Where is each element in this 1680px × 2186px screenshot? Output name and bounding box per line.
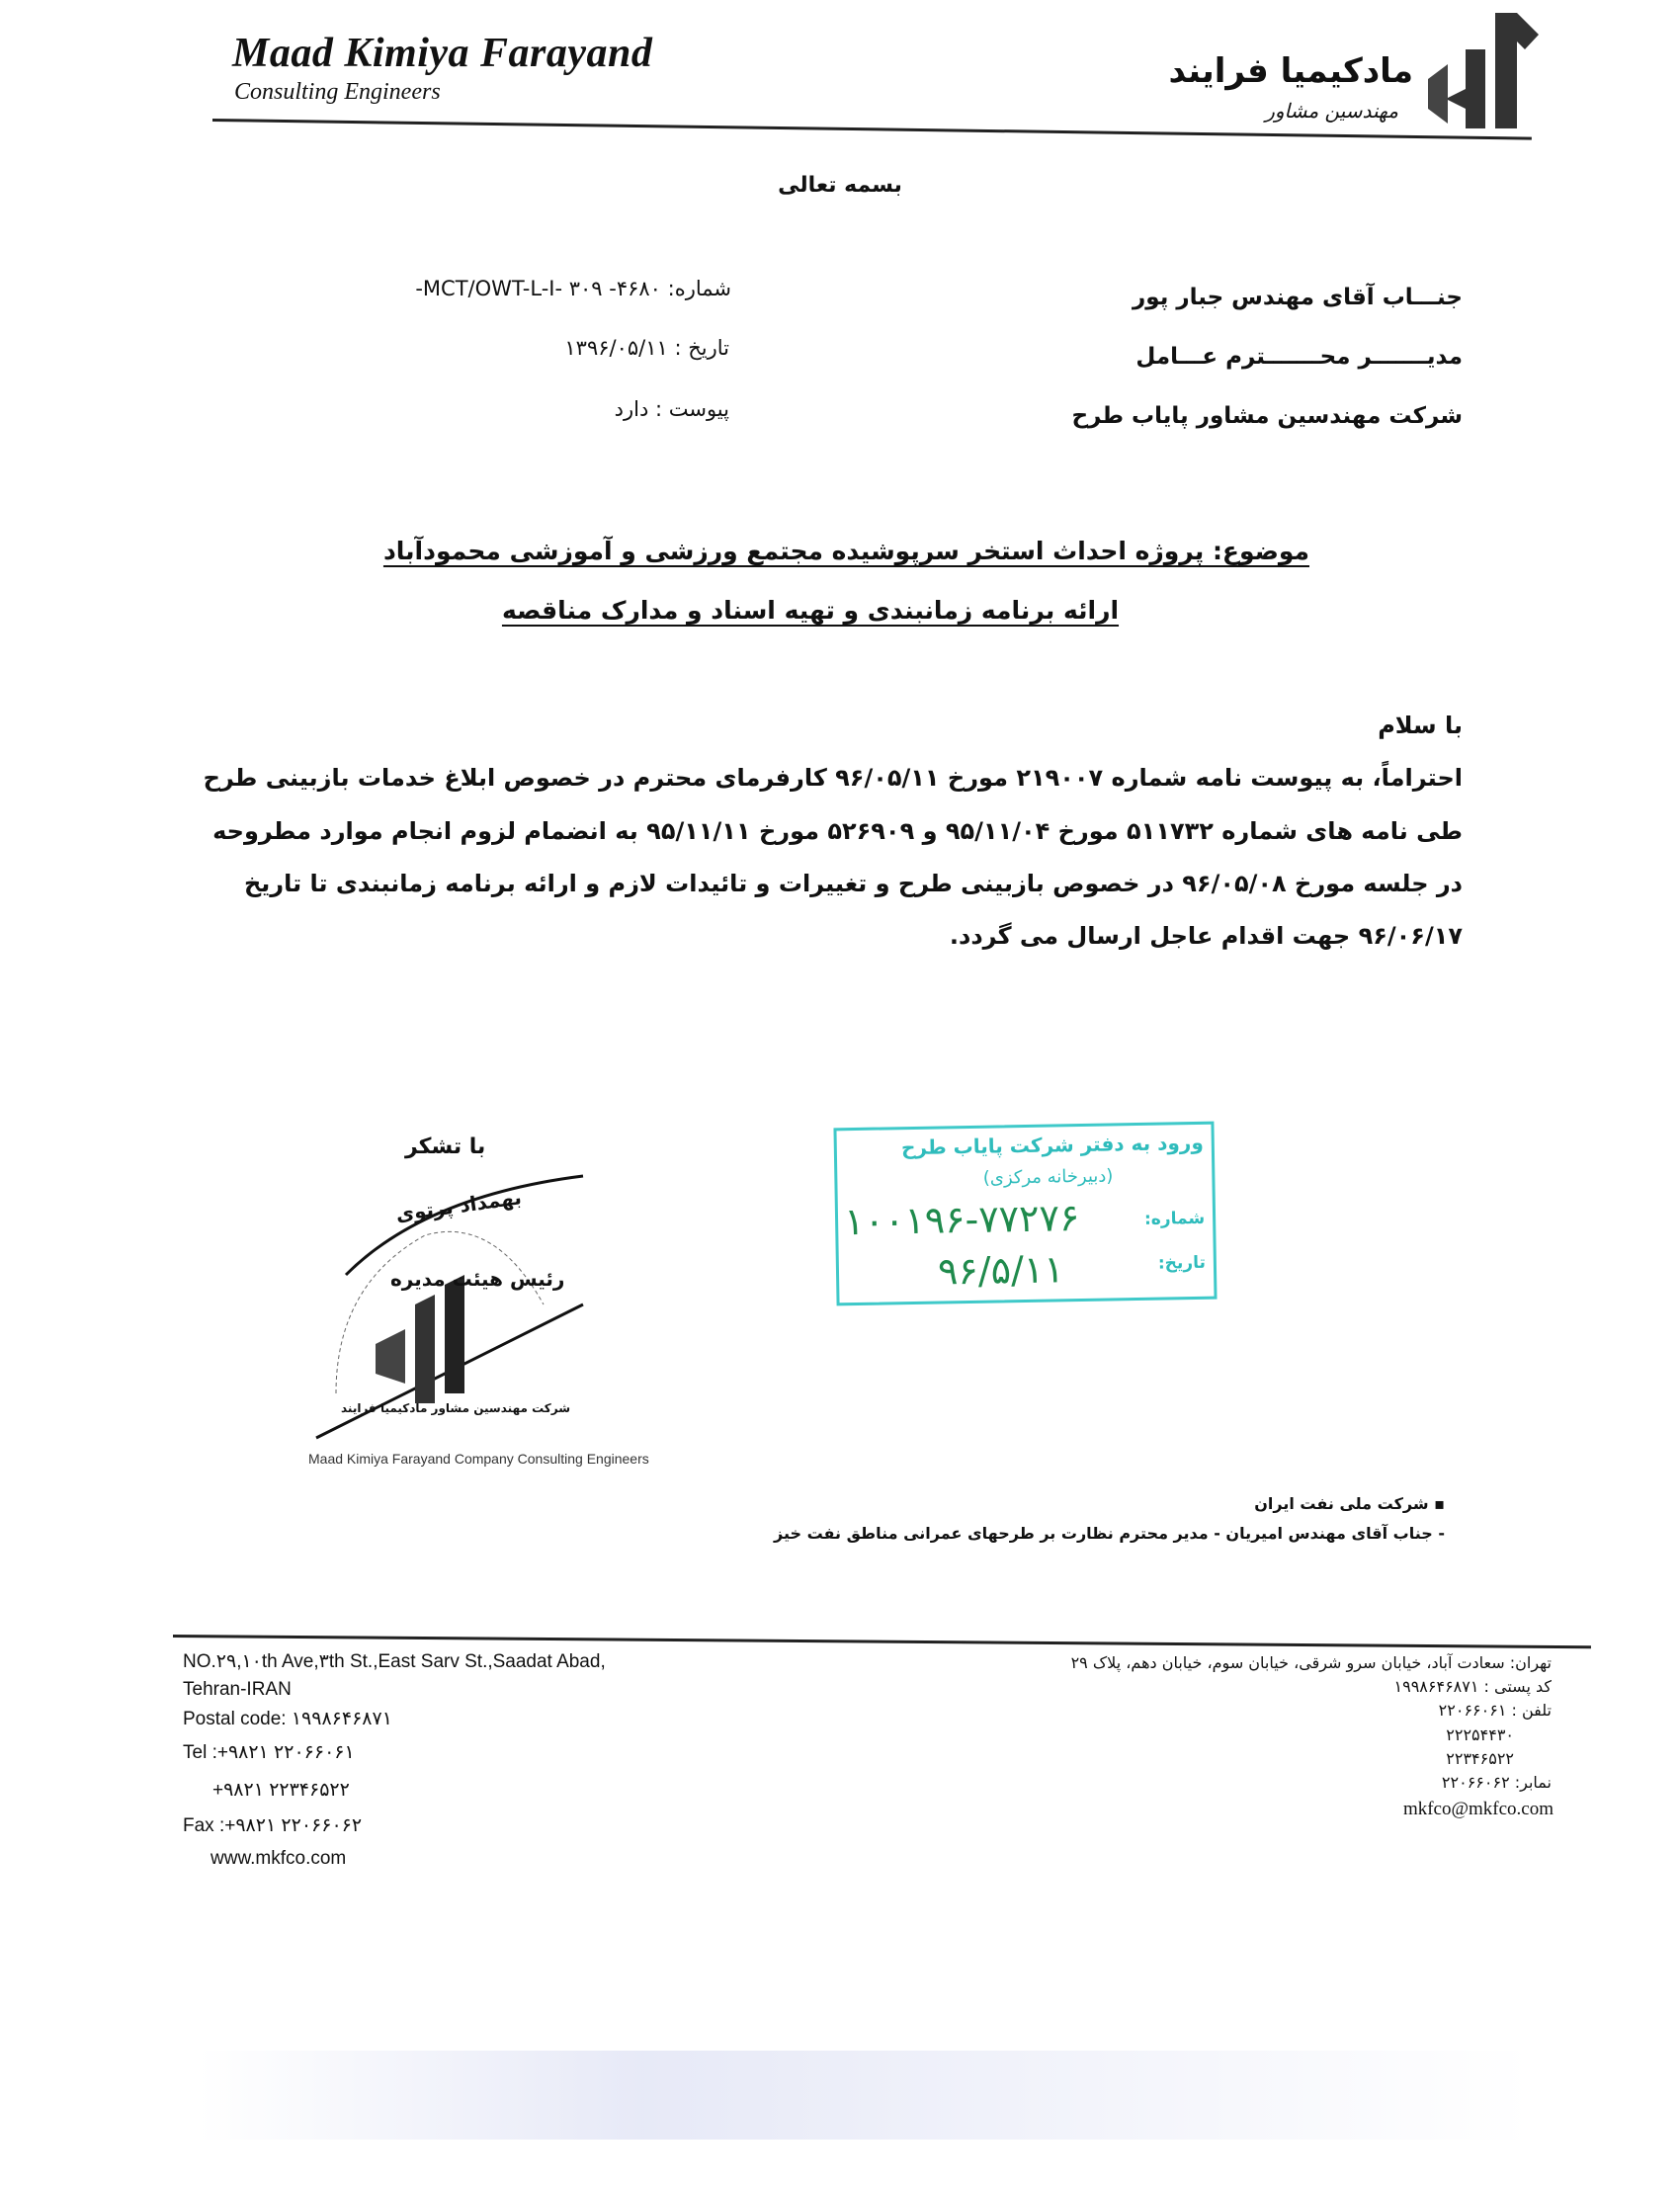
- footer-city-en: Tehran-IRAN: [183, 1679, 292, 1700]
- footer-tel2-en: +۹۸۲۱ ۲۲۳۴۶۵۲۲: [212, 1780, 350, 1801]
- footer-tel3-fa: ۲۲۳۴۶۵۲۲: [1446, 1749, 1514, 1768]
- closing: با تشکر: [405, 1135, 486, 1159]
- cc-item: - جناب آقای مهندس امیریان - مدیر محترم نظارت بر طرحهای عمرانی مناطق نفت خیز: [773, 1524, 1445, 1543]
- receipt-stamp: [833, 1122, 1217, 1306]
- stamp-date-value: ۹۶/۵/۱۱: [937, 1247, 1065, 1294]
- stamp-number-label: شماره:: [1143, 1208, 1206, 1229]
- greeting: با سلام: [1378, 712, 1463, 739]
- letter-attachment: پیوست : دارد: [614, 397, 729, 421]
- letter-number: شماره: ۴۶۸۰- MCT/OWT-L-I- ۳۰۹-: [415, 277, 731, 300]
- stamp-number-value: ۱۰۰۱۹۶-۷۷۲۷۶: [843, 1196, 1080, 1244]
- footer-website[interactable]: www.mkfco.com: [210, 1848, 347, 1869]
- footer-fax-en: Fax :+۹۸۲۱ ۲۲۰۶۶۰۶۲: [183, 1815, 363, 1836]
- recipient-title: مدیـــــــر محـــــــترم عـــامل: [1135, 344, 1463, 370]
- footer-address-en: NO.۲۹,۱۰th Ave,۳th St.,East Sarv St.,Saadat Abad,: [183, 1651, 606, 1672]
- cc-item: ▪ شرکت ملی نفت ایران: [1254, 1494, 1445, 1513]
- company-subtitle-en: Consulting Engineers: [234, 79, 441, 105]
- body-line: طی نامه های شماره ۵۱۱۷۳۲ مورخ ۹۵/۱۱/۰۴ و ۵۲۶۹۰۹ مورخ ۹۵/۱۱/۱۱ به انضمام لزوم انجام موارد مطروحه: [212, 817, 1463, 845]
- body-line: ۹۶/۰۶/۱۷ جهت اقدام عاجل ارسال می گردد.: [949, 922, 1463, 950]
- stamp-subtitle: (دبیرخانه مرکزی): [982, 1165, 1114, 1189]
- subject-line-1: موضوع: پروژه احداث استخر سرپوشیده مجتمع ورزشی و آموزشی محمودآباد: [382, 537, 1309, 565]
- stamp-title: ورود به دفتر شرکت پایاب طرح: [900, 1130, 1204, 1160]
- footer-divider: [173, 1635, 1591, 1648]
- body-line: در جلسه مورخ ۹۶/۰۵/۰۸ در خصوص بازبینی طرح و تغییرات و تائیدات لازم و ارائه برنامه زمانبندی تا تاریخ: [243, 870, 1463, 897]
- footer-fax-fa: نمابر: ۲۲۰۶۶۰۶۲: [1441, 1773, 1552, 1792]
- footer-tel-fa: تلفن : ۲۲۰۶۶۰۶۱: [1438, 1701, 1552, 1720]
- footer-email[interactable]: mkfco@mkfco.com: [1402, 1799, 1554, 1819]
- company-name-en: Maad Kimiya Farayand: [232, 31, 653, 76]
- footer-postal-fa: کد پستی : ۱۹۹۸۶۴۶۸۷۱: [1393, 1677, 1552, 1696]
- footer-address-fa: تهران: سعادت آباد، خیابان سرو شرقی، خیابان سوم، خیابان دهم، پلاک ۲۹: [1070, 1653, 1552, 1672]
- recipient-company: شرکت مهندسین مشاور پایاب طرح: [1071, 403, 1463, 429]
- seal-text-en: Maad Kimiya Farayand Company Consulting Engineers: [308, 1451, 649, 1467]
- company-logo-icon: [1418, 5, 1547, 133]
- signatory-name: بهمداد پرتوی: [393, 1185, 524, 1226]
- stamp-date-label: تاریخ:: [1157, 1252, 1207, 1274]
- invocation: بسمه تعالی: [778, 173, 902, 198]
- footer-tel-en: Tel :+۹۸۲۱ ۲۲۰۶۶۰۶۱: [183, 1742, 355, 1763]
- scan-artifact: [198, 2051, 1532, 2140]
- recipient-name: جنـــاب آقای مهندس جبار پور: [1133, 285, 1463, 310]
- footer-tel2-fa: ۲۲۲۵۴۴۳۰: [1446, 1725, 1514, 1744]
- signatory-title: رئیس هیئت مدیره: [390, 1267, 565, 1291]
- company-subtitle-fa: مهندسین مشاور: [1265, 99, 1398, 123]
- body-line: احتراماً، به پیوست نامه شماره ۲۱۹۰۰۷ مورخ ۹۶/۰۵/۱۱ کارفرمای محترم در خصوص ابلاغ خدمات بازبینی طرح: [203, 764, 1463, 792]
- letter-date: تاریخ : ۱۳۹۶/۰۵/۱۱: [564, 336, 729, 360]
- seal-text-fa: شرکت مهندسین مشاور مادکیمیا فرایند: [341, 1401, 571, 1415]
- footer-postal-en: Postal code: ۱۹۹۸۶۴۶۸۷۱: [183, 1709, 392, 1729]
- company-name-fa: مادکیمیا فرایند: [1168, 51, 1413, 91]
- subject-line-2: ارائه برنامه زمانبندی و تهیه اسناد و مدارک مناقصه: [501, 596, 1120, 625]
